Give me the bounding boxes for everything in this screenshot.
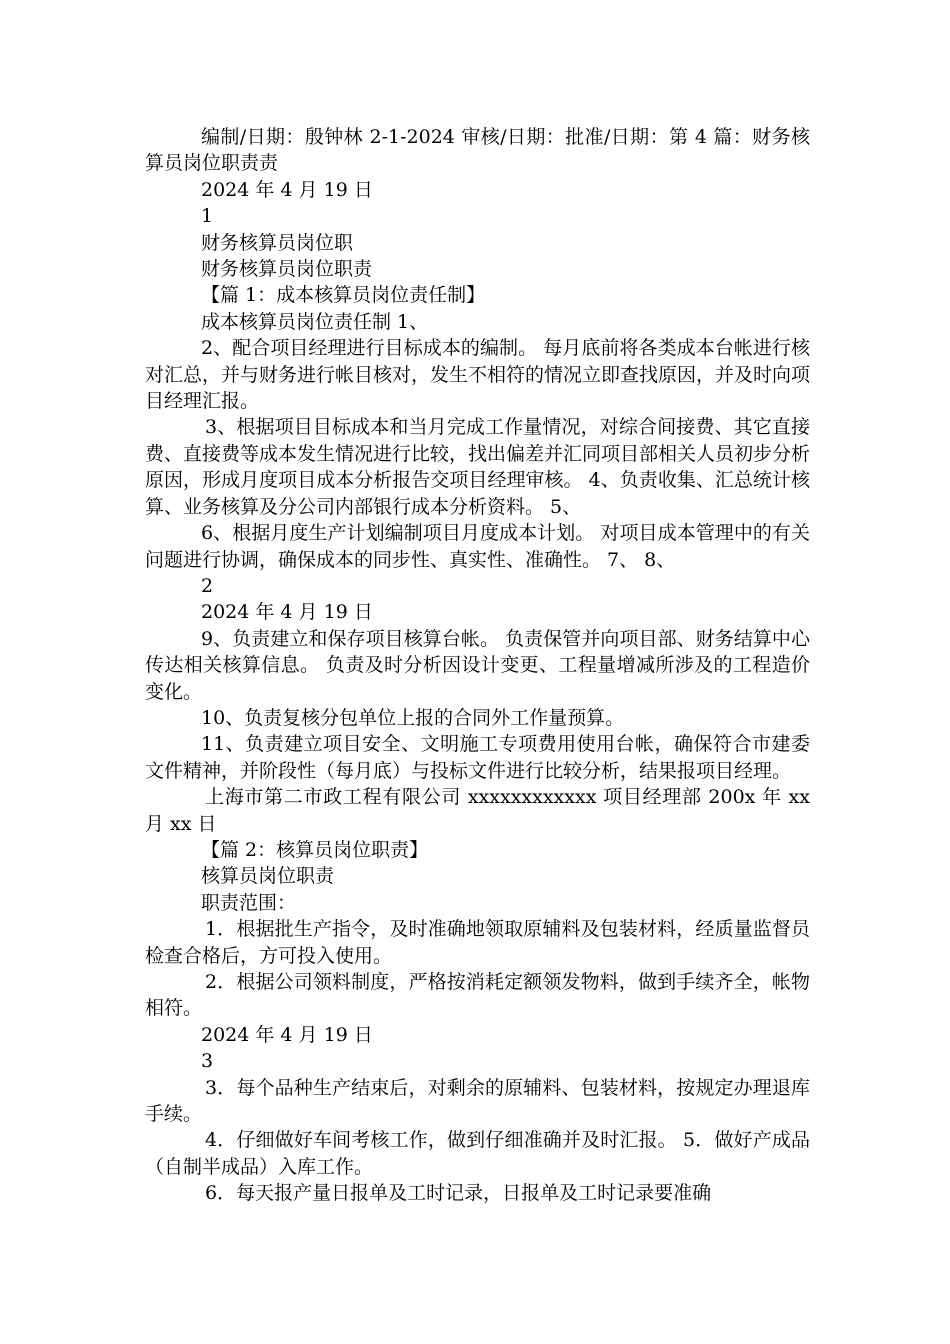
document-header-line: 编制/日期：殷钟林 2-1-2024 审核/日期：批准/日期：第 4 篇：财务核算员岗位职责责 [145, 126, 810, 175]
body-paragraph: 职责范围： [201, 891, 297, 914]
body-paragraph: 3、根据项目目标成本和当月完成工作量情况，对综合间接费、其它直接费、直接费等成本发生情况进行比较，找出偏差并汇同项目部相关人员初步分析原因，形成月度项目成本分析报告交项目经理审核。 4、负责收集、汇总统计核算、业务核算及分公司内部银行成本分析资料。 5、 [145, 416, 811, 518]
date-line: 2024 年 4 月 19 日 [201, 1023, 373, 1046]
date-line: 2024 年 4 月 19 日 [201, 601, 373, 624]
date-line: 2024 年 4 月 19 日 [201, 178, 373, 201]
document-page [145, 124, 810, 1207]
heading-line: 财务核算员岗位职 [201, 231, 354, 254]
body-paragraph: 6、根据月度生产计划编制项目月度成本计划。 对项目成本管理中的有关问题进行协调，确保成本的同步性、真实性、准确性。 7、 8、 [145, 522, 810, 571]
body-paragraph: 2．根据公司领料制度，严格按消耗定额领发物料，做到手续齐全，帐物相符。 [145, 971, 810, 1020]
body-paragraph: 3．每个品种生产结束后，对剩余的原辅料、包装材料，按规定办理退库手续。 [145, 1076, 810, 1126]
section-subtitle: 成本核算员岗位责任制 1、 [201, 310, 429, 333]
page-number: 2 [201, 574, 214, 597]
body-paragraph: 6．每天报产量日报单及工时记录，日报单及工时记录要准确 [205, 1182, 712, 1205]
page-number: 1 [201, 205, 214, 228]
body-paragraph: 4．仔细做好车间考核工作，做到仔细准确并及时汇报。 5．做好产成品（自制半成品）入库工作。 [145, 1129, 810, 1178]
body-paragraph: 9、负责建立和保存项目核算台帐。 负责保管并向项目部、财务结算中心传达相关核算信息。 负责及时分析因设计变更、工程量增减所涉及的工程造价变化。 [145, 627, 810, 703]
section-heading: 【篇 2：核算员岗位职责】 [201, 838, 429, 861]
body-paragraph: 11、负责建立项目安全、文明施工专项费用使用台帐，确保符合市建委文件精神，并阶段性（每月底）与投标文件进行比较分析，结果报项目经理。 [145, 733, 810, 782]
section-subtitle: 核算员岗位职责 [201, 865, 335, 888]
body-paragraph: 10、负责复核分包单位上报的合同外工作量预算。 [201, 706, 625, 729]
document-title: 财务核算员岗位职责 [201, 258, 373, 281]
page-number: 3 [201, 1050, 214, 1073]
section-heading: 【篇 1：成本核算员岗位责任制】 [201, 284, 486, 307]
body-paragraph: 1．根据批生产指令，及时准确地领取原辅料及包装材料，经质量监督员检查合格后，方可投入使用。 [145, 918, 810, 967]
body-paragraph: 2、配合项目经理进行目标成本的编制。 每月底前将各类成本台帐进行核对汇总，并与财务进行帐目核对，发生不相符的情况立即查找原因，并及时向项目经理汇报。 [145, 337, 811, 413]
signature-line: 上海市第二市政工程有限公司 xxxxxxxxxxxx 项目经理部 200x 年 xx 月 xx 日 [145, 786, 810, 835]
